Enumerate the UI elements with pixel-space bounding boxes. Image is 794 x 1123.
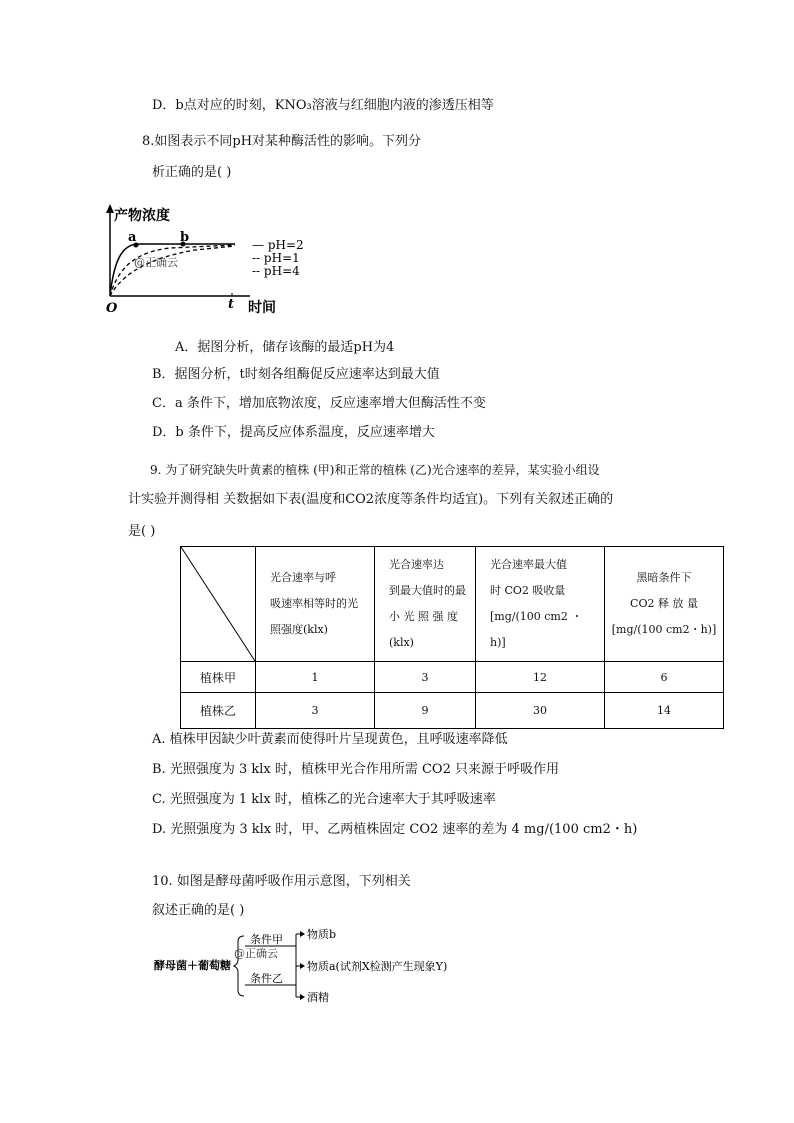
table-row	[181, 693, 724, 729]
q8-option-c: C．a 条件下，增加底物浓度，反应速率增大但酶活性不变	[152, 396, 486, 411]
q10-stem-line1: 10. 如图是酵母菌呼吸作用示意图，下列相关	[152, 874, 411, 889]
origin-label: O	[106, 301, 118, 316]
condition-jia-label: 条件甲	[250, 933, 283, 946]
q9-data-table	[180, 546, 724, 729]
q9-stem-line3: 是( )	[128, 524, 156, 539]
table-cell: 30	[476, 693, 605, 729]
legend-ph1: -- pH=1	[252, 251, 300, 265]
q8-option-b: B．据图分析，t时刻各组酶促反应速率达到最大值	[152, 367, 440, 382]
x-axis-label: 时间	[248, 300, 276, 316]
q9-option-a: A. 植株甲因缺少叶黄素而使得叶片呈现黄色，且呼吸速率降低	[152, 732, 508, 747]
curve-ph2	[110, 244, 235, 296]
yeast-glucose-label: 酵母菌＋葡萄糖	[154, 959, 231, 972]
q8-figure	[100, 200, 360, 320]
table-cell: 3	[256, 693, 375, 729]
arrow-a-head	[300, 963, 305, 969]
q9-stem-line1: 9. 为了研究缺失叶黄素的植株 (甲)和正常的植株 (乙)光合速率的差异，某实验小组设	[150, 463, 600, 477]
arrow-b-head	[300, 931, 305, 937]
q7-option-d: D．b点对应的时刻，KNO₃溶液与红细胞内液的渗透压相等	[152, 98, 494, 113]
q10-stem-line2: 叙述正确的是( )	[152, 903, 245, 918]
header-col3: 光合速率最大值 时 CO2 吸收量 [mg/(100 cm2 ・ h)]	[476, 547, 605, 662]
legend-ph2: — pH=2	[252, 238, 304, 252]
arrow-alcohol-head	[300, 994, 305, 1000]
q8-stem-line2: 析正确的是( )	[152, 165, 232, 180]
legend-ph4: -- pH=4	[252, 264, 300, 278]
product-a-label: 物质a(试剂X检测产生现象Y)	[307, 960, 448, 973]
table-cell: 9	[375, 693, 476, 729]
product-b-label: 物质b	[307, 928, 337, 941]
header-col2: 光合速率达 到最大值时的最 小 光 照 强 度 (klx)	[375, 547, 476, 662]
table-cell: 12	[476, 662, 605, 693]
q9-option-c: C. 光照强度为 1 klx 时，植株乙的光合速率大于其呼吸速率	[152, 792, 496, 807]
header-col1: 光合速率与呼 吸速率相等时的光 照强度(klx)	[256, 547, 375, 662]
table-cell: 14	[605, 693, 724, 729]
t-label: t	[228, 297, 235, 312]
diagonal-line	[181, 547, 255, 661]
left-brace	[234, 936, 244, 996]
y-axis-arrow	[106, 204, 114, 213]
q8-option-d: D．b 条件下，提高反应体系温度，反应速率增大	[152, 425, 435, 440]
condition-yi-label: 条件乙	[250, 972, 283, 985]
q10-figure	[150, 926, 490, 1010]
q8-stem-line1: 8.如图表示不同pH对某种酶活性的影响。下列分	[142, 134, 422, 149]
bracket-lower	[290, 966, 296, 997]
watermark: @正确云	[234, 947, 278, 960]
point-b-label: b	[180, 230, 190, 245]
q8-option-a: A．据图分析，储存该酶的最适pH为4	[175, 340, 395, 355]
bracket-upper	[290, 934, 296, 966]
alcohol-label: 酒精	[307, 991, 329, 1004]
table-cell: 1	[256, 662, 375, 693]
y-axis-label: 产物浓度	[114, 208, 170, 224]
watermark: @正确云	[134, 256, 178, 269]
table-corner-cell	[181, 547, 256, 662]
row-label: 植株甲	[181, 662, 256, 693]
curve-ph1	[110, 245, 235, 296]
q9-option-b: B. 光照强度为 3 klx 时，植株甲光合作用所需 CO2 只来源于呼吸作用	[152, 762, 559, 777]
table-row	[181, 662, 724, 693]
row-label: 植株乙	[181, 693, 256, 729]
q9-stem-line2: 计实验并测得相 关数据如下表(温度和CO2浓度等条件均适宜)。下列有关叙述正确的	[128, 492, 614, 507]
header-col4: 黑暗条件下 CO2 释 放 量 [mg/(100 cm2・h)]	[605, 547, 724, 662]
table-cell: 3	[375, 662, 476, 693]
point-a-label: a	[128, 230, 137, 245]
curve-ph4	[110, 246, 235, 296]
q9-option-d: D. 光照强度为 3 klx 时，甲、乙两植株固定 CO2 速率的差为 4 mg/(100 cm2・h)	[152, 822, 638, 837]
table-cell: 6	[605, 662, 724, 693]
